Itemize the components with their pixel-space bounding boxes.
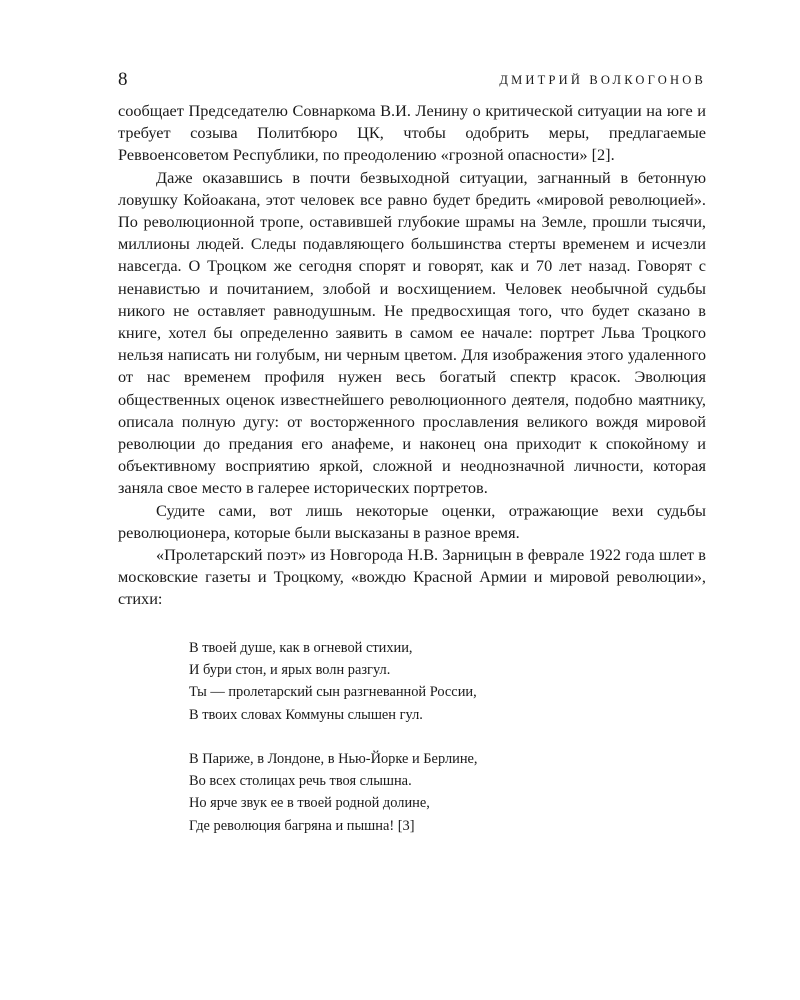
poem-stanza-2 (189, 748, 706, 837)
book-page (118, 68, 706, 837)
poem-line: Где революция багряна и пышна! [3] (189, 817, 415, 834)
page-number: 8 (118, 69, 128, 90)
poem-line: Но ярче звук ее в твоей родной долине, (189, 795, 430, 812)
poem-line: В твоих словах Коммуны слышен гул. (189, 706, 423, 723)
running-head-author: ДМИТРИЙ ВОЛКОГОНОВ (499, 73, 706, 87)
poem-line: В твоей душе, как в огневой стихии, (189, 639, 413, 656)
page-header (118, 68, 706, 98)
paragraph-poet-intro: «Пролетарский поэт» из Новгорода Н.В. Зарницын в феврале 1922 года шлет в московские газеты и Троцкому, «вождю Красной Армии и мировой революции», стихи: (118, 545, 706, 609)
poem-line: В Париже, в Лондоне, в Нью-Йорке и Берлине, (189, 750, 478, 767)
poem-quote (189, 637, 706, 837)
poem-line: Во всех столицах речь твоя слышна. (189, 773, 412, 790)
paragraph-continuation: сообщает Председателю Совнаркома В.И. Ленину о критической ситуации на юге и требует созыва Политбюро ЦК, чтобы одобрить меры, предлагаемые Реввоенсоветом Республики, по преодолению «грозной опасности» [2]. (118, 101, 706, 165)
poem-line: И бури стон, и ярых волн разгул. (189, 661, 391, 678)
paragraph-coyoacan: Даже оказавшись в почти безвыходной ситуации, загнанный в бетонную ловушку Койоакана, этот человек все равно будет бредить «мировой революцией». По революционной тропе, оставившей глубокие шрамы на Земле, прошли тысячи, миллионы людей. Следы подавляющего большинства стерты временем и исчезли навсегда. О Троцком же сегодня спорят и говорят, как и 70 лет назад. Говорят с ненавистью и почитанием, злобой и восхищением. Человек необычной судьбы никого не оставляет равнодушным. Не предвосхищая того, что будет сказано в книге, хотел бы определенно заявить в самом ее начале: портрет Льва Троцкого нельзя написать ни голубым, ни черным цветом. Для изображения этого удаленного от нас временем профиля нужен весь богатый спектр красок. Эволюция общественных оценок известнейшего революционного деятеля, подобно маятнику, описала полную дугу: от восторженного прославления великого вождя мировой революции до предания его анафеме, и наконец она приходит к спокойному и объективному восприятию яркой, сложной и неоднозначной личности, которая заняла свое место в галерее исторических портретов. (118, 167, 706, 498)
poem-line: Ты — пролетарский сын разгневанной России, (189, 684, 477, 701)
body-text (118, 100, 706, 611)
paragraph-assessments: Судите сами, вот лишь некоторые оценки, отражающие вехи судьбы революционера, которые были высказаны в разное время. (118, 500, 706, 542)
poem-stanza-1 (189, 637, 706, 726)
